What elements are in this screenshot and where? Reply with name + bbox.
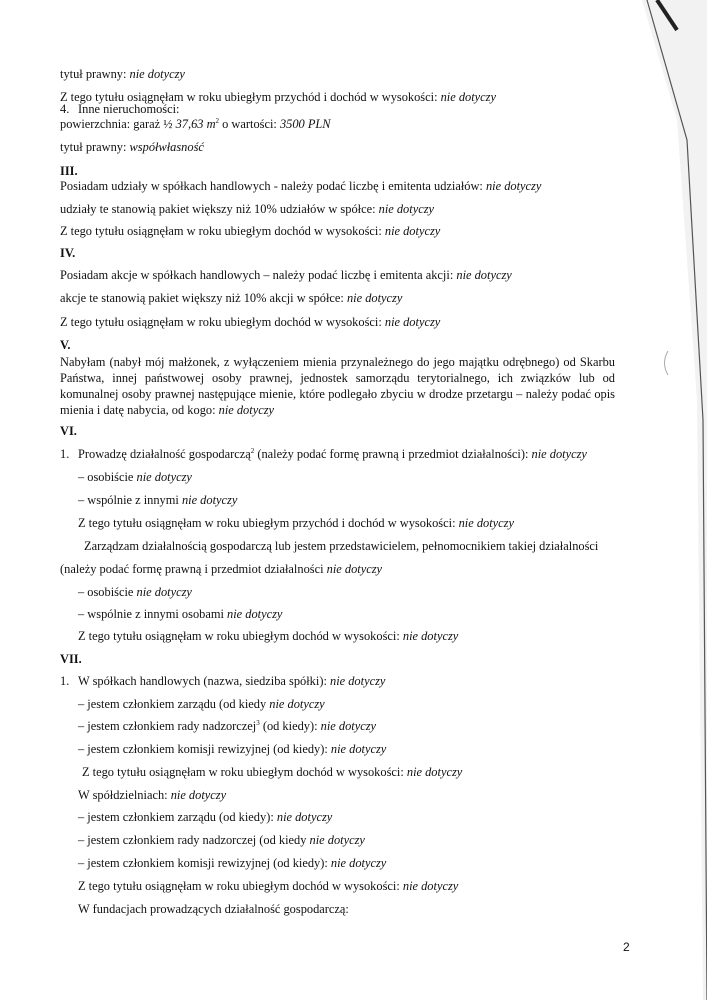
line-title-right: tytuł prawny: nie dotyczy: [60, 67, 185, 81]
line-title-coownership: tytuł prawny: współwłasność: [60, 140, 204, 154]
section-vi-heading: VI.: [60, 424, 77, 438]
line-company-supervisory: – jestem członkiem rady nadzorczej$^3$ (od kiedy): nie dotyczy: [78, 719, 377, 733]
line-manage-legal-form: (należy podać formę prawną i przedmiot działalności nie dotyczy: [60, 562, 383, 576]
line-manage-income: Z tego tytułu osiągnęłam w roku ubiegłym dochód w wysokości: nie dotyczy: [78, 629, 459, 643]
line-coop-audit: – jestem członkiem komisji rewizyjnej (od kiedy): nie dotyczy: [78, 856, 387, 870]
line-company-audit: – jestem członkiem komisji rewizyjnej (od kiedy): nie dotyczy: [78, 742, 387, 756]
line-company-income: Z tego tytułu osiągnęłam w roku ubiegłym dochód w wysokości: nie dotyczy: [82, 765, 463, 779]
line-cooperatives: W spółdzielniach: nie dotyczy: [78, 788, 227, 802]
line-foundations: W fundacjach prowadzących działalność gospodarczą:: [78, 902, 349, 916]
page-number: 2: [623, 940, 630, 954]
line-stocks-10pct: akcje te stanowią pakiet większy niż 10% akcji w spółce: nie dotyczy: [60, 291, 403, 305]
scan-edge-shadow: [617, 0, 707, 1000]
line-business-income: Z tego tytułu osiągnęłam w roku ubiegłym przychód i dochód w wysokości: nie dotyczy: [78, 516, 514, 530]
line-business-personally: – osobiście nie dotyczy: [78, 470, 192, 484]
section-iii-heading: III.: [60, 164, 78, 178]
line-manage-personally: – osobiście nie dotyczy: [78, 585, 192, 599]
section-iv-heading: IV.: [60, 246, 76, 260]
line-stocks: Posiadam akcje w spółkach handlowych – należy podać liczbę i emitenta akcji: nie dotyczy: [60, 268, 512, 282]
line-income-1: Z tego tytułu osiągnęłam w roku ubiegłym przychód i dochód w wysokości: nie dotyczy: [60, 90, 496, 104]
line-other-property: 4. Inne nieruchomości:: [60, 102, 180, 116]
section-v-paragraph: Nabyłam (nabył mój małżonek, z wyłączeniem mienia przynależnego do jego majątku odrębnego) od Skarbu Państwa, innej państwowej osoby prawnej, jednostek samorządu terytorialnego, ich związków lub od komunalnej osoby prawnej następujące mienie, które podlegało zbyciu w drodze przetargu – należy podać opis mienia i datę nabycia, od kogo: nie dotyczy: [60, 355, 615, 417]
line-shares: Posiadam udziały w spółkach handlowych - należy podać liczbę i emitenta udziałów: nie dotyczy: [60, 179, 542, 193]
line-coop-income: Z tego tytułu osiągnęłam w roku ubiegłym dochód w wysokości: nie dotyczy: [78, 879, 459, 893]
line-stocks-income: Z tego tytułu osiągnęłam w roku ubiegłym dochód w wysokości: nie dotyczy: [60, 315, 441, 329]
margin-bracket-mark: [660, 350, 670, 376]
line-manage-business: Zarządzam działalnością gospodarczą lub jestem przedstawicielem, pełnomocnikiem takiej działalności: [84, 539, 599, 553]
line-company-board: – jestem członkiem zarządu (od kiedy nie dotyczy: [78, 697, 325, 711]
line-business: 1. Prowadzę działalność gospodarczą$^2$ (należy podać formę prawną i przedmiot działalności): nie dotyczy: [60, 447, 587, 461]
line-coop-board: – jestem członkiem zarządu (od kiedy): nie dotyczy: [78, 810, 333, 824]
line-garage-area: powierzchnia: garaż ½ 37,63 $m^2$ o wartości: 3500 PLN: [60, 117, 331, 131]
section-vii-heading: VII.: [60, 652, 82, 666]
line-shares-income: Z tego tytułu osiągnęłam w roku ubiegłym dochód w wysokości: nie dotyczy: [60, 224, 441, 238]
line-business-jointly: – wspólnie z innymi nie dotyczy: [78, 493, 238, 507]
line-companies: 1. W spółkach handlowych (nazwa, siedziba spółki): nie dotyczy: [60, 674, 386, 688]
line-shares-10pct: udziały te stanowią pakiet większy niż 10% udziałów w spółce: nie dotyczy: [60, 202, 435, 216]
line-manage-jointly: – wspólnie z innymi osobami nie dotyczy: [78, 607, 283, 621]
section-v-heading: V.: [60, 338, 71, 352]
line-coop-supervisory: – jestem członkiem rady nadzorczej (od kiedy nie dotyczy: [78, 833, 365, 847]
